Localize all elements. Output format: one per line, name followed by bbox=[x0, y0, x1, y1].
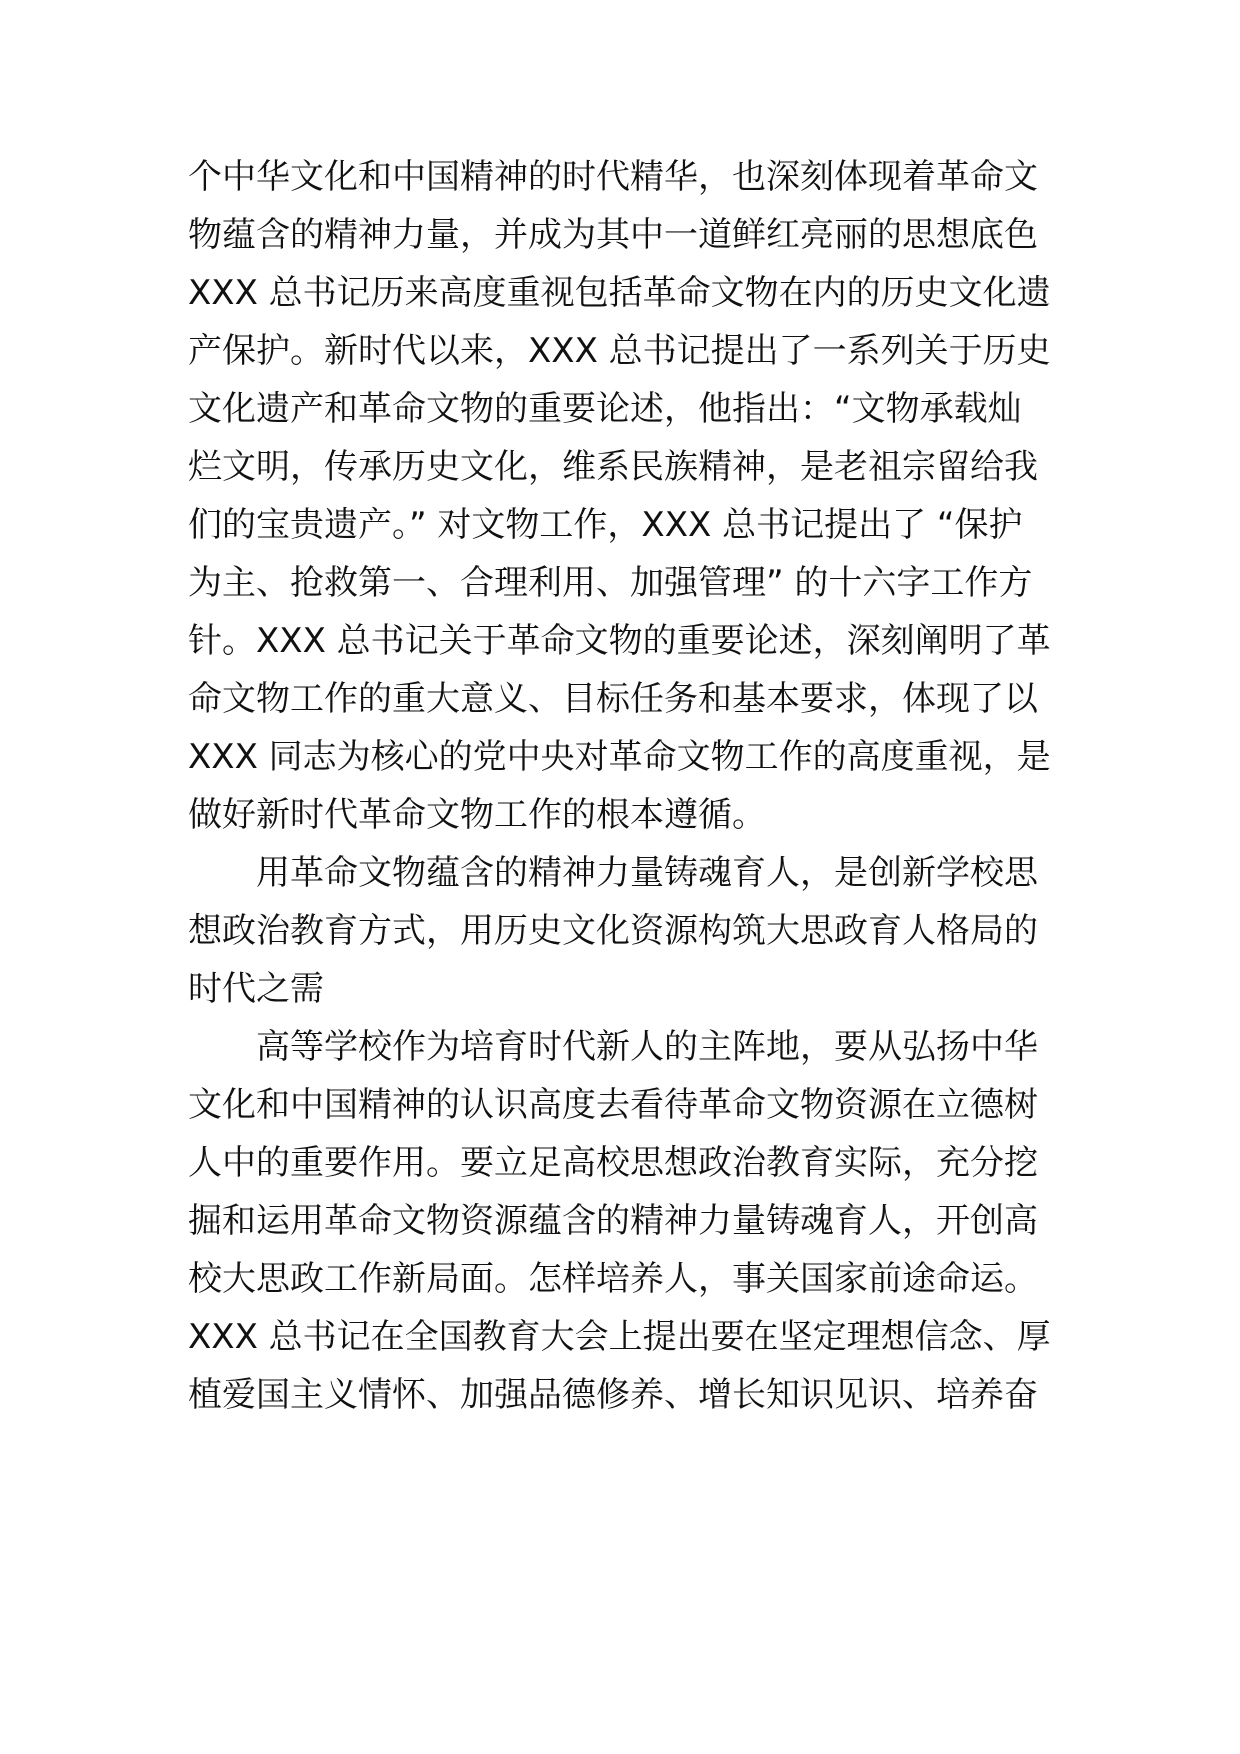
text-line-6: 烂文明，传承历史文化，维系民族精神，是老祖宗留给我 bbox=[188, 447, 1038, 487]
paragraph-3-line-2: 文化和中国精神的认识高度去看待革命文物资源在立德树 bbox=[188, 1085, 1038, 1125]
paragraph-2-line-2: 想政治教育方式，用历史文化资源构筑大思政育人格局的 bbox=[188, 911, 1038, 951]
text-line-5: 文化遗产和革命文物的重要论述，他指出：“文物承载灿 bbox=[188, 389, 1022, 429]
text-line-12: 做好新时代革命文物工作的根本遵循。 bbox=[188, 795, 766, 835]
paragraph-3-line-6: XXX 总书记在全国教育大会上提出要在坚定理想信念、厚 bbox=[188, 1317, 1051, 1357]
text-line-9: 针。XXX 总书记关于革命文物的重要论述，深刻阐明了革 bbox=[188, 621, 1051, 661]
text-line-7: 们的宝贵遗产。” 对文物工作，XXX 总书记提出了 “保护 bbox=[188, 505, 1023, 545]
text-line-8: 为主、抢救第一、合理利用、加强管理” 的十六字工作方 bbox=[188, 563, 1033, 603]
text-line-2: 物蕴含的精神力量，并成为其中一道鲜红亮丽的思想底色 bbox=[188, 215, 1038, 255]
paragraph-2-line-1: 用革命文物蕴含的精神力量铸魂育人，是创新学校思 bbox=[256, 853, 1038, 893]
text-line-4: 产保护。新时代以来，XXX 总书记提出了一系列关于历史 bbox=[188, 331, 1051, 371]
text-line-11: XXX 同志为核心的党中央对革命文物工作的高度重视，是 bbox=[188, 737, 1051, 777]
text-line-10: 命文物工作的重大意义、目标任务和基本要求，体现了以 bbox=[188, 679, 1038, 719]
paragraph-3-line-7: 植爱国主义情怀、加强品德修养、增长知识见识、培养奋 bbox=[188, 1375, 1038, 1415]
paragraph-3-line-3: 人中的重要作用。要立足高校思想政治教育实际，充分挖 bbox=[188, 1143, 1038, 1183]
paragraph-3-line-1: 高等学校作为培育时代新人的主阵地，要从弘扬中华 bbox=[256, 1027, 1038, 1067]
paragraph-2-line-3: 时代之需 bbox=[188, 969, 324, 1009]
text-line-3: XXX 总书记历来高度重视包括革命文物在内的历史文化遗 bbox=[188, 273, 1051, 313]
paragraph-3-line-4: 掘和运用革命文物资源蕴含的精神力量铸魂育人，开创高 bbox=[188, 1201, 1038, 1241]
paragraph-3-line-5: 校大思政工作新局面。怎样培养人，事关国家前途命运。 bbox=[188, 1259, 1038, 1299]
text-line-1: 个中华文化和中国精神的时代精华，也深刻体现着革命文 bbox=[188, 157, 1038, 197]
